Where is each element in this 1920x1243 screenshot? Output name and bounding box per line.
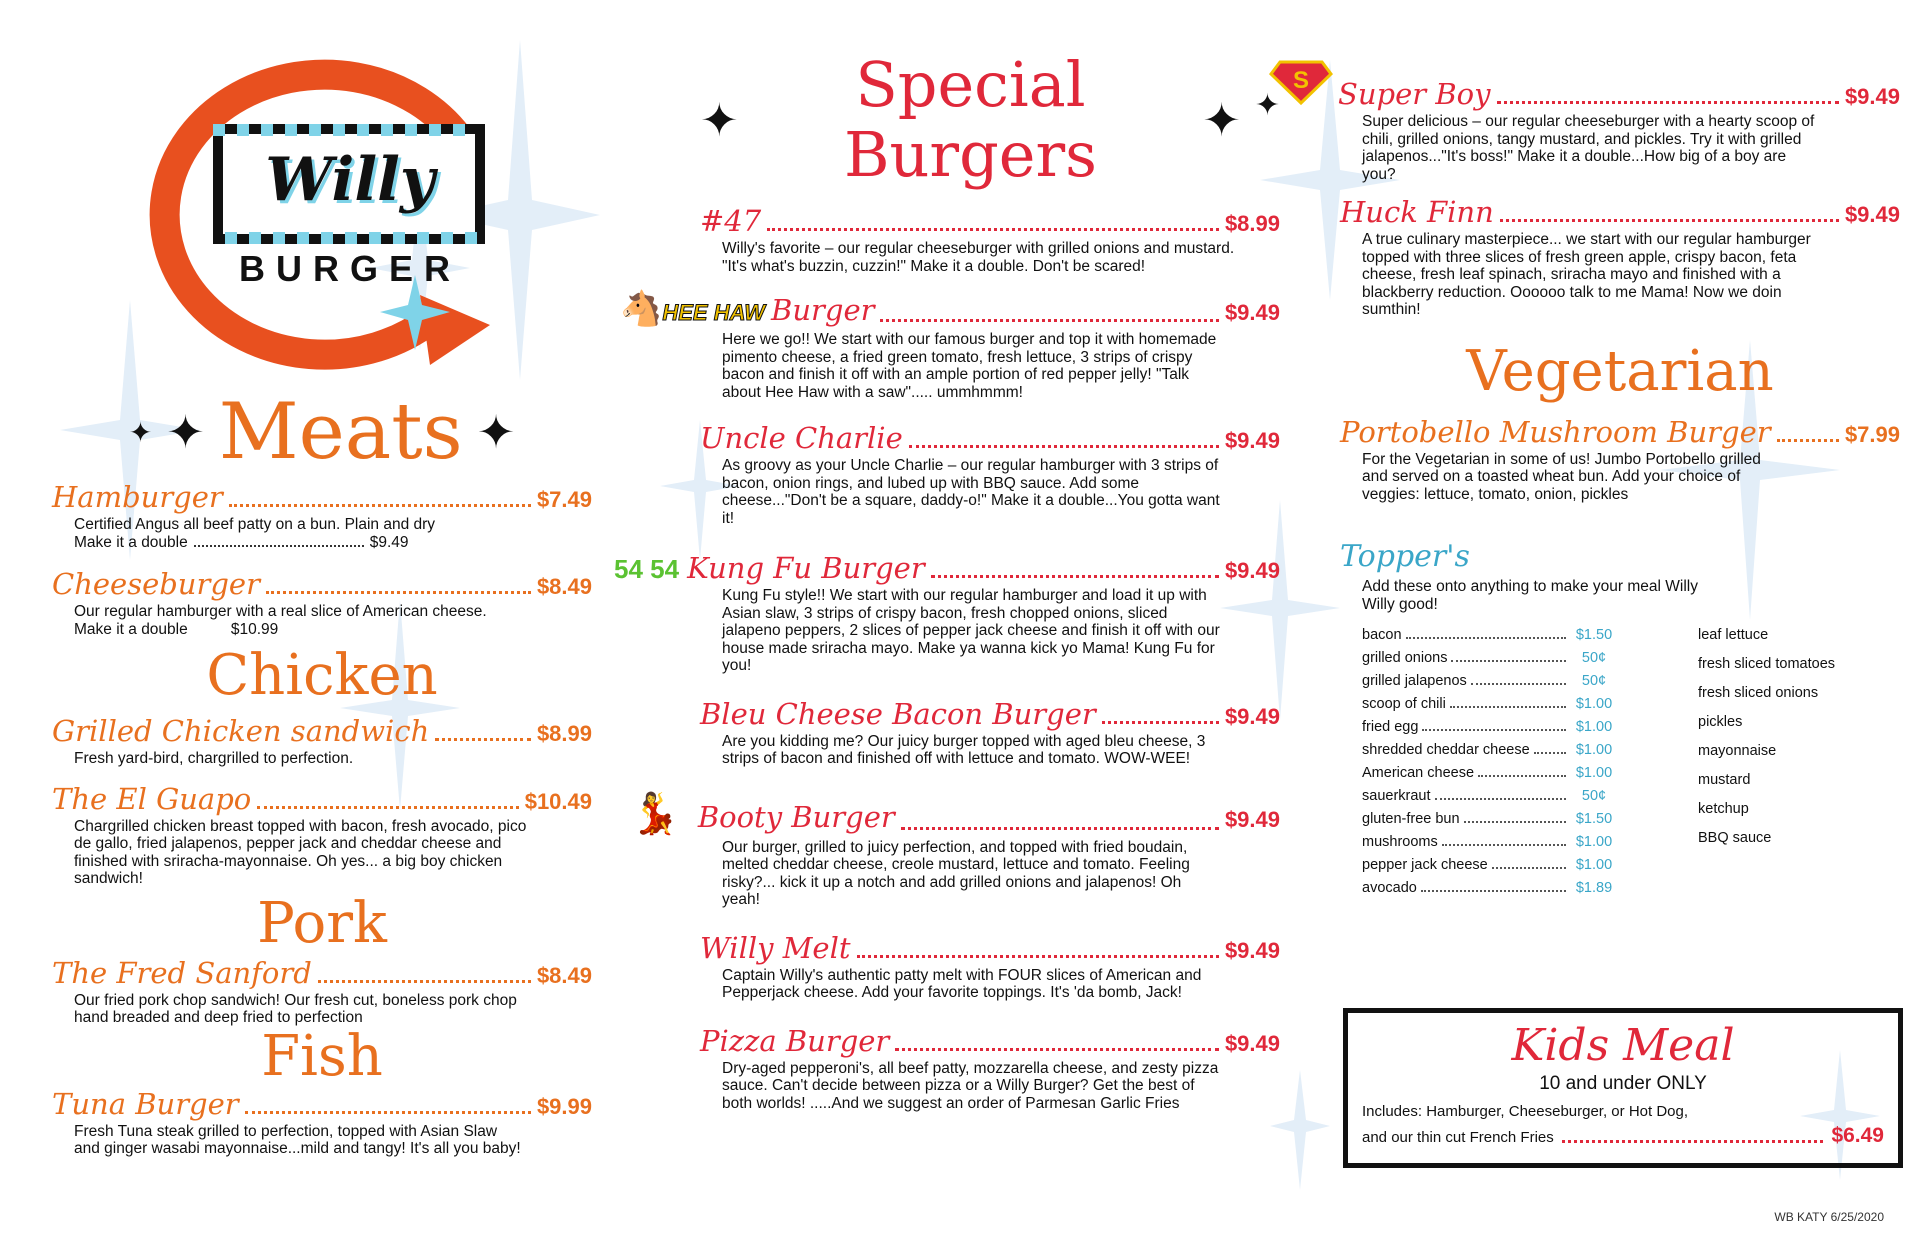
item-description: Here we go!! We start with our famous burger and top it with homemade pimento cheese, a fried green tomato, fresh lettuce, 3 strips of crispy bacon and finish it off with an ample portion of red pepper jelly! "Talk about Hee Haw with a saw"..... ummhmmm! bbox=[722, 331, 1217, 401]
menu-item-fred-sanford bbox=[52, 956, 592, 1027]
item-description: Chargrilled chicken breast topped with bacon, fresh avocado, pico de gallo, fried jalapenos, pepper jack and cheddar cheese and finished with sriracha-mayonnaise. Oh yes... a big boy chicken sandwich! bbox=[74, 817, 527, 887]
item-description: Are you kidding me? Our juicy burger topped with aged bleu cheese, 3 strips of bacon and finished off with lettuce and tomato. WOW-WEE! bbox=[722, 732, 1206, 767]
item-price: $9.99 bbox=[536, 1093, 592, 1119]
topper-row bbox=[1362, 880, 1618, 896]
item-name: Bleu Cheese Bacon Burger bbox=[700, 696, 1096, 731]
topper-price: $1.50 bbox=[1575, 627, 1613, 643]
special-title: Special Burgers bbox=[843, 48, 1097, 191]
topper-price: $1.00 bbox=[1575, 834, 1613, 850]
topper-row bbox=[1362, 650, 1618, 666]
meats-title: Meats bbox=[218, 387, 463, 477]
topper-price: 50¢ bbox=[1581, 673, 1607, 689]
item-description: Fresh Tuna steak grilled to perfection, topped with Asian Slaw and ginger wasabi mayonnaise...mild and tangy! It's all you baby! bbox=[74, 1122, 521, 1157]
item-price: $9.49 bbox=[1224, 806, 1280, 832]
menu-item-el-guapo bbox=[52, 782, 592, 888]
topper-name: scoop of chili bbox=[1362, 696, 1446, 712]
item-price: $9.49 bbox=[1224, 703, 1280, 729]
item-name: Pizza Burger bbox=[700, 1023, 890, 1058]
sparkle-icon: ✦ bbox=[1254, 87, 1280, 123]
topper-row bbox=[1362, 765, 1618, 781]
pork-title: Pork bbox=[257, 890, 387, 956]
vegetarian-title: Vegetarian bbox=[1466, 338, 1774, 404]
topper-name: mushrooms bbox=[1362, 834, 1438, 850]
item-name: The El Guapo bbox=[52, 781, 252, 816]
footer-note: WB KATY 6/25/2020 bbox=[1774, 1210, 1884, 1224]
topper-row bbox=[1362, 857, 1618, 873]
menu-item-super-boy bbox=[1292, 60, 1900, 183]
item-name: Super Boy bbox=[1338, 77, 1491, 111]
topper-name: grilled onions bbox=[1362, 650, 1448, 666]
meats-header bbox=[52, 387, 592, 477]
item-price: $8.99 bbox=[536, 721, 592, 746]
menu-item-willy-melt bbox=[700, 931, 1280, 1002]
item-name: Cheeseburger bbox=[52, 567, 260, 601]
free-topper: fresh sliced onions bbox=[1698, 685, 1819, 701]
kids-meal-line1: Includes: Hamburger, Cheeseburger, or Hot Dog, bbox=[1362, 1103, 1689, 1120]
free-topper: leaf lettuce bbox=[1698, 627, 1769, 643]
topper-row bbox=[1362, 627, 1618, 643]
topper-name: fried egg bbox=[1362, 719, 1419, 735]
right-column bbox=[1292, 60, 1900, 896]
topper-name: gluten-free bun bbox=[1362, 811, 1460, 827]
left-column bbox=[52, 387, 592, 1158]
free-topper: pickles bbox=[1698, 714, 1743, 730]
menu-item-booty-burger bbox=[630, 790, 1280, 909]
menu-item-huck-finn bbox=[1340, 195, 1900, 319]
topper-name: sauerkraut bbox=[1362, 788, 1431, 804]
special-header bbox=[700, 50, 1280, 190]
kids-meal-line2: and our thin cut French Fries bbox=[1362, 1129, 1554, 1146]
menu-item-portobello bbox=[1340, 415, 1900, 504]
item-price: $8.99 bbox=[1224, 211, 1280, 236]
item-price: $7.49 bbox=[536, 487, 592, 512]
sparkle-icon: ✦ bbox=[128, 415, 153, 449]
sparkle-icon: ✦ bbox=[476, 405, 516, 459]
logo-word-text: BURGER bbox=[238, 248, 461, 289]
item-name: Portobello Mushroom Burger bbox=[1340, 414, 1771, 449]
item-price: $7.99 bbox=[1844, 421, 1900, 447]
double-price: $10.99 bbox=[230, 620, 279, 638]
double-option bbox=[74, 534, 592, 552]
item-name: Huck Finn bbox=[1340, 195, 1494, 229]
kids-meal-title: Kids Meal bbox=[1511, 1020, 1735, 1071]
menu-item-tuna-burger bbox=[52, 1087, 592, 1158]
free-toppers-list bbox=[1698, 627, 1835, 896]
menu-item-cheeseburger bbox=[52, 567, 592, 638]
menu-item-uncle-charlie bbox=[700, 421, 1280, 527]
kids-meal-price: $6.49 bbox=[1831, 1124, 1884, 1147]
topper-price: 50¢ bbox=[1581, 788, 1607, 804]
superman-shield-icon bbox=[1270, 60, 1332, 108]
chicken-title: Chicken bbox=[206, 643, 438, 708]
item-price: $9.49 bbox=[1844, 84, 1900, 109]
item-name: Willy Melt bbox=[700, 930, 851, 965]
topper-price: $1.00 bbox=[1575, 719, 1613, 735]
topper-name: avocado bbox=[1362, 880, 1417, 896]
item-description: Fresh yard-bird, chargrilled to perfection. bbox=[74, 750, 354, 767]
item-name: Booty Burger bbox=[697, 799, 895, 834]
item-price: $9.49 bbox=[1844, 202, 1900, 227]
item-description: Dry-aged pepperoni's, all beef patty, mozzarella cheese, and zesty pizza sauce. Can't decide between pizza or a Willy Burger? Get the best of both worlds! .....And we suggest an order of Parmesan Garlic Fries bbox=[722, 1059, 1219, 1112]
item-name: #47 bbox=[700, 204, 762, 238]
item-price: $8.49 bbox=[536, 574, 592, 599]
item-name: Kung Fu Burger bbox=[687, 551, 925, 585]
sparkle-icon: ✦ bbox=[1202, 93, 1241, 147]
menu-item-hamburger bbox=[52, 480, 592, 551]
topper-name: bacon bbox=[1362, 627, 1402, 643]
double-label: Make it a double bbox=[74, 533, 188, 551]
sparkle-icon: ✦ bbox=[166, 405, 205, 459]
fish-title: Fish bbox=[261, 1023, 383, 1089]
item-description: As groovy as your Uncle Charlie – our regular hamburger with 3 strips of bacon, onion rings, and lubed up with BBQ sauce. Add some cheese..."Don't be a square, daddy-o!" Make it a double...You gotta want it! bbox=[722, 457, 1220, 527]
item-price: $10.49 bbox=[524, 788, 592, 814]
item-description: Our burger, grilled to juicy perfection, and topped with fried boudain, melted cheddar cheese, creole mustard, lettuce and tomato. Feeling risky?... kick it up a notch and add grilled onions and jalapenos! Oh yeah! bbox=[722, 838, 1190, 908]
item-description: Kung Fu style!! We start with our regular hamburger and load it up with Asian slaw, 3 strips of crispy bacon, fresh chopped onions, sliced jalapeno peppers, 2 slices of pepper jack cheese and finish it off with our house made sriracha mayo. Make ya wanna kick yo Mama! Kung Fu for you! bbox=[722, 587, 1220, 674]
item-name: Burger bbox=[771, 293, 875, 327]
menu-item-47 bbox=[700, 204, 1280, 275]
svg-text:S: S bbox=[1292, 67, 1310, 94]
topper-price: $1.89 bbox=[1575, 880, 1613, 896]
topper-price: $1.00 bbox=[1575, 857, 1613, 873]
topper-row bbox=[1362, 811, 1618, 827]
item-description: Super delicious – our regular cheeseburger with a hearty scoop of chili, grilled onions, tangy mustard, and pickles. Try it with grilled jalapenos..."It's boss!" Make it a double...How big of a boy are you? bbox=[1362, 113, 1815, 183]
item-price: $9.49 bbox=[1224, 428, 1280, 453]
item-description: For the Vegetarian in some of us! Jumbo Portobello grilled and served on a toasted wheat bun. Add your choice of veggies: lettuce, tomato, onion, pickles bbox=[1362, 450, 1761, 503]
item-description: Our regular hamburger with a real slice of American cheese. Make it a double $10.99 bbox=[74, 603, 487, 638]
free-topper: BBQ sauce bbox=[1698, 830, 1772, 846]
kung-fu-badge: 54 54 bbox=[614, 554, 680, 584]
item-price: $9.49 bbox=[1224, 1030, 1280, 1056]
topper-name: pepper jack cheese bbox=[1362, 857, 1488, 873]
logo bbox=[130, 50, 510, 370]
menu-item-bleu-cheese bbox=[700, 697, 1280, 768]
item-price: $9.49 bbox=[1224, 300, 1280, 325]
item-description: A true culinary masterpiece... we start with our regular hamburger topped with three slices of fresh green apple, crispy bacon, feta cheese, fresh leaf spinach, sriracha mayo and finished with a blackberry reduction. Oooooo talk to me Mama! Now we doin sumthin! bbox=[1362, 231, 1811, 318]
item-description: Captain Willy's authentic patty melt with FOUR slices of American and Pepperjack cheese. Add your favorite toppings. It's 'da bomb, Jack! bbox=[722, 966, 1202, 1001]
topper-name: American cheese bbox=[1362, 765, 1475, 781]
item-description: Our fried pork chop sandwich! Our fresh cut, boneless pork chop hand breaded and deep fried to perfection bbox=[74, 991, 517, 1026]
topper-row bbox=[1362, 742, 1618, 758]
topper-row bbox=[1362, 719, 1618, 735]
topper-row bbox=[1362, 696, 1618, 712]
kids-meal-box bbox=[1343, 1008, 1903, 1168]
middle-column bbox=[614, 48, 1280, 1112]
topper-name: grilled jalapenos bbox=[1362, 673, 1467, 689]
hee-haw-label: HEE HAW bbox=[662, 300, 766, 325]
item-price: $9.49 bbox=[1224, 937, 1280, 963]
item-name: The Fred Sanford bbox=[52, 955, 312, 990]
item-price: $9.49 bbox=[1224, 558, 1280, 583]
paid-toppers-list bbox=[1362, 627, 1618, 896]
item-description: Willy's favorite – our regular cheeseburger with grilled onions and mustard. "It's what's buzzin, cuzzin!" Make it a double. Don't be scared! bbox=[722, 240, 1235, 275]
kids-meal-price-row bbox=[1362, 1124, 1884, 1148]
menu-item-kung-fu bbox=[614, 551, 1280, 675]
item-name: Tuna Burger bbox=[52, 1086, 239, 1121]
free-topper: mustard bbox=[1698, 772, 1751, 788]
toppers-section bbox=[1340, 539, 1900, 896]
topper-name: shredded cheddar cheese bbox=[1362, 742, 1530, 758]
menu-item-hee-haw bbox=[620, 289, 1280, 401]
double-price: $9.49 bbox=[369, 533, 409, 551]
logo-script-text: Willy bbox=[265, 145, 435, 215]
menu-item-grilled-chicken bbox=[52, 714, 592, 768]
toppers-intro: Add these onto anything to make your meal Willy Willy good! bbox=[1362, 578, 1699, 613]
item-name: Grilled Chicken sandwich bbox=[52, 714, 430, 748]
item-price: $8.49 bbox=[536, 962, 592, 988]
toppers-title: Topper's bbox=[1340, 539, 1470, 574]
item-name: Uncle Charlie bbox=[700, 421, 903, 455]
topper-price: $1.00 bbox=[1575, 765, 1613, 781]
topper-price: $1.50 bbox=[1575, 811, 1613, 827]
topper-price: $1.00 bbox=[1575, 742, 1613, 758]
topper-price: 50¢ bbox=[1581, 650, 1607, 666]
free-topper: ketchup bbox=[1698, 801, 1749, 817]
item-name: Hamburger bbox=[52, 480, 223, 514]
sparkle-icon: ✦ bbox=[700, 93, 739, 147]
menu-item-pizza-burger bbox=[700, 1024, 1280, 1113]
free-topper: mayonnaise bbox=[1698, 743, 1777, 759]
topper-row bbox=[1362, 834, 1618, 850]
kids-meal-subtitle: 10 and under ONLY bbox=[1539, 1073, 1707, 1094]
topper-row bbox=[1362, 673, 1618, 689]
donkey-icon: 🐴 bbox=[620, 289, 663, 329]
pinup-figure-icon: 💃 bbox=[630, 790, 680, 837]
topper-price: $1.00 bbox=[1575, 696, 1613, 712]
item-description: Certified Angus all beef patty on a bun. Plain and dry bbox=[74, 516, 436, 533]
topper-row bbox=[1362, 788, 1618, 804]
free-topper: fresh sliced tomatoes bbox=[1698, 656, 1836, 672]
